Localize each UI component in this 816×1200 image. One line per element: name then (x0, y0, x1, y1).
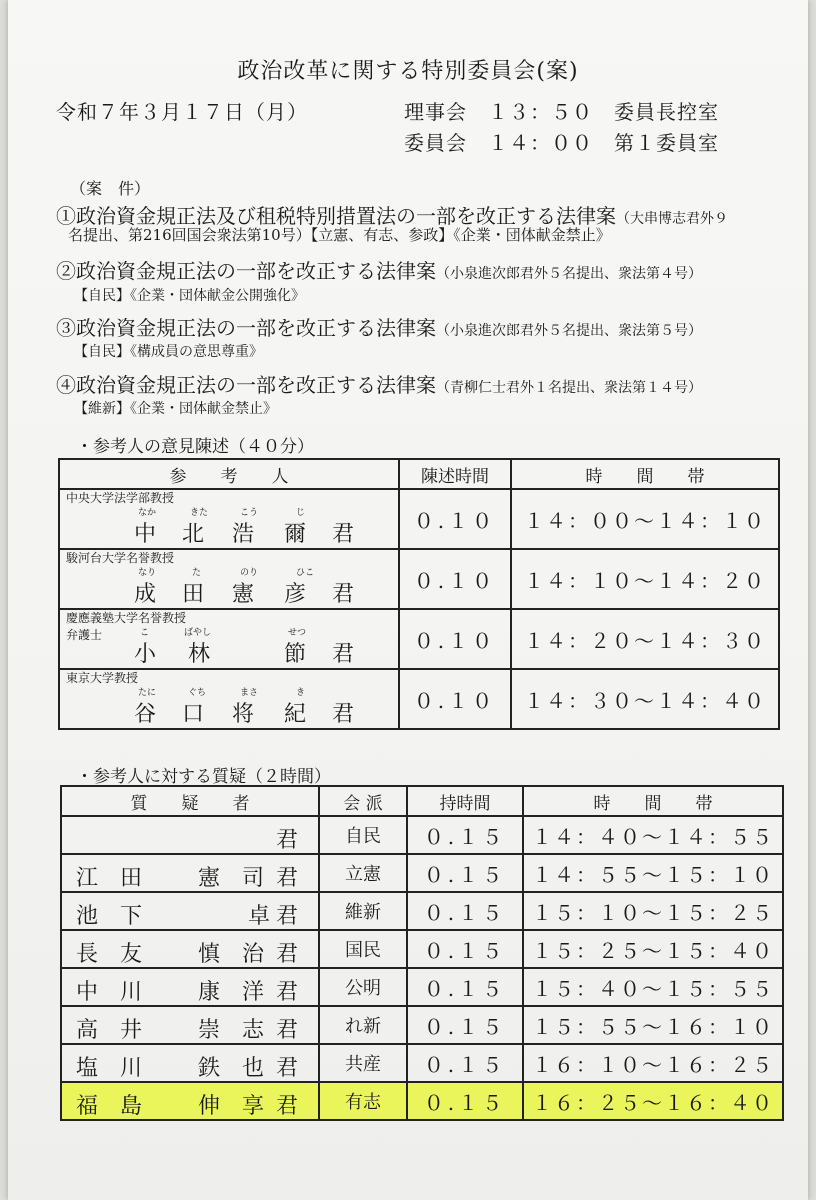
time-slot: １４：５５～１５：１０ (523, 854, 783, 892)
bill-2-line (56, 255, 702, 284)
name-char: 谷 (134, 702, 157, 727)
allotted-time: ０.１５ (407, 816, 523, 854)
table-row (59, 549, 779, 609)
allotted-time: ０.１５ (407, 1006, 523, 1044)
questioner-surname: 塩 川 (76, 1056, 143, 1081)
document-page (8, 0, 808, 1200)
questioner-cell (61, 930, 319, 968)
table-row (61, 1044, 783, 1082)
name-char: 君 (332, 522, 355, 547)
time-slot: １５：２５～１５：４０ (523, 930, 783, 968)
column-header: 質 疑 者 (61, 786, 319, 816)
questioner-honorific: 君 (276, 1056, 299, 1081)
schedule-label: 理事会 (404, 100, 467, 124)
questioner-table (60, 785, 784, 1121)
table-row (59, 489, 779, 549)
ruby-text: こ (140, 628, 150, 638)
bill-4-tag: 【維新】《企業・団体献金禁止》 (74, 401, 277, 417)
witness-affiliation-2: 弁護士 (66, 628, 103, 642)
statement-duration: ０.１０ (399, 549, 511, 609)
questioner-cell (61, 816, 319, 854)
name-char: 君 (332, 642, 355, 667)
faction: 自民 (319, 816, 407, 854)
name-char: 紀 (284, 702, 307, 727)
allotted-time: ０.１５ (407, 930, 523, 968)
time-slot: １５：５５～１６：１０ (523, 1006, 783, 1044)
name-char: 中 (134, 522, 157, 547)
table-row (61, 892, 783, 930)
witness-cell (59, 549, 399, 609)
name-char: 君 (332, 702, 355, 727)
ruby-text: たに (138, 688, 157, 698)
statement-duration: ０.１０ (399, 489, 511, 549)
faction: れ新 (319, 1006, 407, 1044)
bill-title: ②政治資金規正法の一部を改正する法律案 (56, 259, 436, 283)
table-row (61, 854, 783, 892)
witness-cell (59, 669, 399, 729)
ruby-text: き (296, 688, 306, 698)
table-row (61, 1006, 783, 1044)
witness-affiliation: 東京大学教授 (66, 671, 139, 685)
faction: 有志 (319, 1082, 407, 1120)
questioner-honorific: 君 (276, 828, 299, 853)
time-slot: １６：１０～１６：２５ (523, 1044, 783, 1082)
allotted-time: ０.１５ (407, 968, 523, 1006)
table-header-row (59, 459, 779, 489)
questioner-cell (61, 1006, 319, 1044)
column-header: 持時間 (407, 786, 523, 816)
questioner-given-name: 慎 治 (198, 942, 265, 967)
questioner-honorific: 君 (276, 942, 299, 967)
allotted-time: ０.１５ (407, 1044, 523, 1082)
questioner-honorific: 君 (276, 1018, 299, 1043)
name-char: 節 (284, 642, 307, 667)
questioner-cell (61, 854, 319, 892)
time-slot: １５：１０～１５：２５ (523, 892, 783, 930)
table-header-row (61, 786, 783, 816)
table-row-highlighted (61, 1082, 783, 1120)
schedule-room: 委員長控室 (614, 100, 719, 124)
questioner-honorific: 君 (276, 1094, 299, 1119)
name-char: 北 (182, 522, 205, 547)
faction: 国民 (319, 930, 407, 968)
schedule-label: 委員会 (404, 131, 467, 155)
questioner-given-name: 鉄 也 (198, 1056, 265, 1081)
ruby-text: せつ (288, 628, 307, 638)
ruby-text: こう (240, 508, 259, 518)
questioner-given-name: 憲 司 (198, 866, 265, 891)
column-header: 陳述時間 (399, 459, 511, 489)
faction: 共産 (319, 1044, 407, 1082)
name-char: 林 (188, 642, 211, 667)
bill-title: ④政治資金規正法の一部を改正する法律案 (56, 373, 436, 397)
table-row (59, 609, 779, 669)
table-row (59, 669, 779, 729)
name-char: 田 (182, 582, 205, 607)
ruby-text: まさ (240, 688, 259, 698)
ruby-text: きた (190, 508, 209, 518)
time-slot: １４：２０～１４：３０ (511, 609, 779, 669)
meeting-date: 令和７年３月１７日（月） (56, 100, 308, 124)
time-slot: １４：３０～１４：４０ (511, 669, 779, 729)
questioner-honorific: 君 (276, 904, 299, 929)
schedule-time: １３：５０ (488, 100, 593, 124)
ruby-text: なか (138, 508, 157, 518)
ruby-text: ばやし (184, 628, 212, 638)
bill-submitter: （小泉進次郎君外５名提出、衆法第５号） (436, 323, 702, 339)
bill-1-line-2: 名提出、第216回国会衆法第10号）【立憲、有志、参政】《企業・団体献金禁止》 (68, 226, 611, 244)
questioner-surname: 池 下 (76, 904, 143, 929)
questioner-surname: 江 田 (76, 866, 143, 891)
questioner-surname: 福 島 (76, 1094, 143, 1119)
name-char: 爾 (284, 522, 307, 547)
column-header: 時 間 帯 (523, 786, 783, 816)
column-header: 会 派 (319, 786, 407, 816)
schedule-row-board (404, 96, 719, 125)
statement-duration: ０.１０ (399, 669, 511, 729)
name-char: 将 (232, 702, 255, 727)
bill-3-tag: 【自民】《構成員の意思尊重》 (74, 344, 263, 360)
witness-affiliation: 駿河台大学名誉教授 (66, 551, 175, 565)
questioner-given-name: 卓 (248, 904, 271, 929)
questioner-cell (61, 968, 319, 1006)
questioner-given-name: 康 洋 (198, 980, 265, 1005)
section-heading-questions: ・参考人に対する質疑（２時間） (76, 767, 331, 787)
bill-title: ③政治資金規正法の一部を改正する法律案 (56, 316, 436, 340)
questioner-cell (61, 1044, 319, 1082)
schedule-time: １４：００ (488, 131, 593, 155)
bill-2-tag: 【自民】《企業・団体献金公開強化》 (74, 288, 305, 304)
time-slot: １５：４０～１５：５５ (523, 968, 783, 1006)
table-row (61, 968, 783, 1006)
name-char: 小 (134, 642, 157, 667)
questioner-cell (61, 892, 319, 930)
section-heading-statements: ・参考人の意見陳述（４０分） (76, 437, 314, 457)
ruby-text: ぐち (188, 688, 207, 698)
bill-3-line (56, 312, 702, 341)
column-header: 時 間 帯 (511, 459, 779, 489)
ruby-text: のり (240, 568, 259, 578)
column-header: 参 考 人 (59, 459, 399, 489)
statement-duration: ０.１０ (399, 609, 511, 669)
faction: 維新 (319, 892, 407, 930)
time-slot: １４：１０～１４：２０ (511, 549, 779, 609)
ruby-text: た (192, 568, 202, 578)
questioner-honorific: 君 (276, 866, 299, 891)
bill-submitter: （青柳仁士君外１名提出、衆法第１４号） (436, 380, 702, 396)
questioner-surname: 中 川 (76, 980, 143, 1005)
name-char: 浩 (232, 522, 255, 547)
questioner-surname: 高 井 (76, 1018, 143, 1043)
table-row (61, 816, 783, 854)
bill-4-line (56, 369, 702, 398)
faction: 公明 (319, 968, 407, 1006)
schedule-row-committee (404, 127, 719, 156)
witness-table (58, 458, 780, 730)
faction: 立憲 (319, 854, 407, 892)
questioner-surname: 長 友 (76, 942, 143, 967)
questioner-given-name: 崇 志 (198, 1018, 265, 1043)
agenda-heading: （案 件） (70, 179, 151, 198)
name-char: 彦 (284, 582, 307, 607)
witness-affiliation: 慶應義塾大学名誉教授 (66, 611, 187, 625)
schedule-room: 第１委員室 (614, 131, 719, 155)
table-row (61, 930, 783, 968)
allotted-time: ０.１５ (407, 854, 523, 892)
ruby-text: なり (138, 568, 157, 578)
witness-cell (59, 609, 399, 669)
ruby-text: ひこ (296, 568, 315, 578)
name-char: 口 (182, 702, 205, 727)
name-char: 君 (332, 582, 355, 607)
witness-affiliation: 中央大学法学部教授 (66, 491, 175, 505)
time-slot: １４：４０～１４：５５ (523, 816, 783, 854)
time-slot: １４：００～１４：１０ (511, 489, 779, 549)
time-slot: １６：２５～１６：４０ (523, 1082, 783, 1120)
name-char: 成 (134, 582, 157, 607)
allotted-time: ０.１５ (407, 1082, 523, 1120)
questioner-given-name: 伸 享 (198, 1094, 265, 1119)
name-char: 憲 (232, 582, 255, 607)
witness-cell (59, 489, 399, 549)
document-title: 政治改革に関する特別委員会(案) (237, 59, 579, 84)
questioner-honorific: 君 (276, 980, 299, 1005)
bill-title: ①政治資金規正法及び租税特別措置法の一部を改正する法律案 (56, 204, 616, 228)
ruby-text: じ (296, 508, 306, 518)
questioner-cell (61, 1082, 319, 1120)
allotted-time: ０.１５ (407, 892, 523, 930)
bill-submitter: （小泉進次郎君外５名提出、衆法第４号） (436, 266, 702, 282)
bill-submitter: （大串博志君外９ (616, 211, 728, 227)
